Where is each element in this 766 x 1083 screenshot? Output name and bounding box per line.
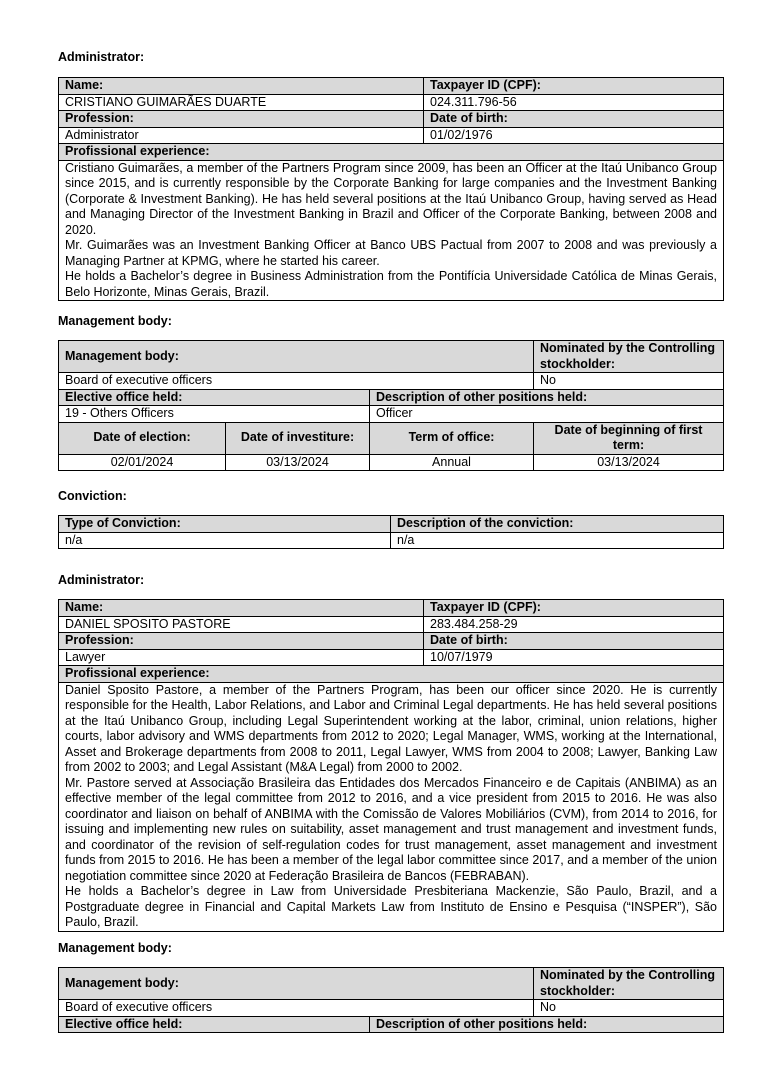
name-label: Name:	[59, 78, 424, 95]
elective-office-label: Elective office held:	[59, 1016, 370, 1033]
taxpayer-id-label: Taxpayer ID (CPF):	[424, 78, 724, 95]
date-first-term-label: Date of beginning of first term:	[534, 422, 724, 454]
profession-value: Administrator	[59, 127, 424, 144]
experience-paragraph: He holds a Bachelor’s degree in Business Administration from the Pontifícia Universidade Católica de Minas Gerais, Belo Horizonte, Minas Gerais, Brazil.	[65, 269, 717, 299]
management-body-heading-2: Management body:	[58, 941, 172, 955]
administrator-table-1	[58, 77, 724, 301]
administrator-table-2	[58, 599, 724, 932]
management-body-value: Board of executive officers	[59, 373, 534, 390]
nominated-label: Nominated by the Controlling stockholder:	[534, 341, 724, 373]
date-of-birth-label: Date of birth:	[424, 633, 724, 650]
profession-value: Lawyer	[59, 649, 424, 666]
management-body-heading-1: Management body:	[58, 314, 172, 328]
elective-office-label: Elective office held:	[59, 389, 370, 406]
nominated-value: No	[534, 373, 724, 390]
conviction-table	[58, 515, 724, 549]
date-of-election-label: Date of election:	[59, 422, 226, 454]
management-body-table-2	[58, 967, 724, 1033]
type-of-conviction-value: n/a	[59, 532, 391, 549]
name-label: Name:	[59, 600, 424, 617]
nominated-label: Nominated by the Controlling stockholder:	[534, 968, 724, 1000]
management-body-label: Management body:	[59, 968, 534, 1000]
date-of-birth-label: Date of birth:	[424, 111, 724, 128]
description-other-positions-value: Officer	[370, 406, 724, 423]
term-of-office-label: Term of office:	[370, 422, 534, 454]
experience-paragraph: Daniel Sposito Pastore, a member of the Partners Program, has been our officer since 2020. He is currently responsible for the Health, Labor Relations, and Labor and Criminal Legal departments. He has held several positions at the Itaú Unibanco Group, including Legal Superintendent working at the labor, criminal, union relations, higher courts, labor advisory and WMS departments from 2012 to 2020; Legal Manager, WMS, working at the International, Asset and Brokerage departments from 2008 to 2011, Legal Lawyer, WMS from 2004 to 2008; Lawyer, Banking Law from 2002 to 2003; and Legal Assistant (M&A Legal) from 2000 to 2002.	[65, 682, 717, 774]
experience-paragraph: Cristiano Guimarães, a member of the Partners Program since 2009, has been an Officer at the Itaú Unibanco Group since 2015, and is currently responsible by the Corporate Banking for large companies and the Investment Banking (Corporate & Investment Banking). He has held several positions at the Itaú Unibanco Group, having served as Head and Managing Director of the Investment Banking in Brazil and Officer of the Corporate Banking, between 2008 and 2020.	[65, 160, 717, 237]
management-body-table-1	[58, 340, 724, 471]
name-value: CRISTIANO GUIMARÃES DUARTE	[59, 94, 424, 111]
elective-office-value: 19 - Others Officers	[59, 406, 370, 423]
professional-experience-text	[59, 682, 724, 931]
nominated-value: No	[534, 1000, 724, 1017]
profession-label: Profession:	[59, 111, 424, 128]
management-body-label: Management body:	[59, 341, 534, 373]
taxpayer-id-value: 283.484.258-29	[424, 616, 724, 633]
professional-experience-label: Profissional experience:	[59, 666, 724, 683]
conviction-heading: Conviction:	[58, 489, 127, 503]
professional-experience-text	[59, 160, 724, 301]
professional-experience-label: Profissional experience:	[59, 144, 724, 161]
experience-paragraph: Mr. Pastore served at Associação Brasileira das Entidades dos Mercados Financeiro e de Capitais (ANBIMA) as an effective member of the legal committee from 2012 to 2016, and a vice president from 2015 to 2016. He was also coordinator and liaison on behalf of ANBIMA with the Comissão de Valores Mobiliários (CVM), from 2014 to 2016, for issuing and implementing new rules on suitability, asset management and trust management and investment funds, and coordinator of the revision of self-regulation codes for trust management, asset management and investment funds from 2015 to 2016. He has been a member of the legal labor committee since 2017, and a member of the union negotiation committee since 2020 at Federação Brasileira de Bancos (FEBRABAN).	[65, 775, 717, 883]
management-body-value: Board of executive officers	[59, 1000, 534, 1017]
description-of-conviction-value: n/a	[391, 532, 724, 549]
description-other-positions-label: Description of other positions held:	[370, 1016, 724, 1033]
experience-paragraph: Mr. Guimarães was an Investment Banking Officer at Banco UBS Pactual from 2007 to 2008 and was previously a Managing Partner at KPMG, where he started his career.	[65, 238, 717, 268]
term-of-office-value: Annual	[370, 454, 534, 471]
profession-label: Profession:	[59, 633, 424, 650]
taxpayer-id-label: Taxpayer ID (CPF):	[424, 600, 724, 617]
experience-paragraph: He holds a Bachelor’s degree in Law from Universidade Presbiteriana Mackenzie, São Paulo, Brazil, and a Postgraduate degree in Financial and Capital Markets Law from Instituto de Ensino e Pesquisa (“INSPER”), São Paulo, Brazil.	[65, 884, 717, 929]
administrator-heading-2: Administrator:	[58, 573, 145, 587]
date-of-investiture-value: 03/13/2024	[226, 454, 370, 471]
date-of-investiture-label: Date of investiture:	[226, 422, 370, 454]
date-of-election-value: 02/01/2024	[59, 454, 226, 471]
date-of-birth-value: 01/02/1976	[424, 127, 724, 144]
date-of-birth-value: 10/07/1979	[424, 649, 724, 666]
taxpayer-id-value: 024.311.796-56	[424, 94, 724, 111]
description-other-positions-label: Description of other positions held:	[370, 389, 724, 406]
description-of-conviction-label: Description of the conviction:	[391, 516, 724, 533]
administrator-heading-1: Administrator:	[58, 50, 145, 64]
name-value: DANIEL SPOSITO PASTORE	[59, 616, 424, 633]
type-of-conviction-label: Type of Conviction:	[59, 516, 391, 533]
date-first-term-value: 03/13/2024	[534, 454, 724, 471]
